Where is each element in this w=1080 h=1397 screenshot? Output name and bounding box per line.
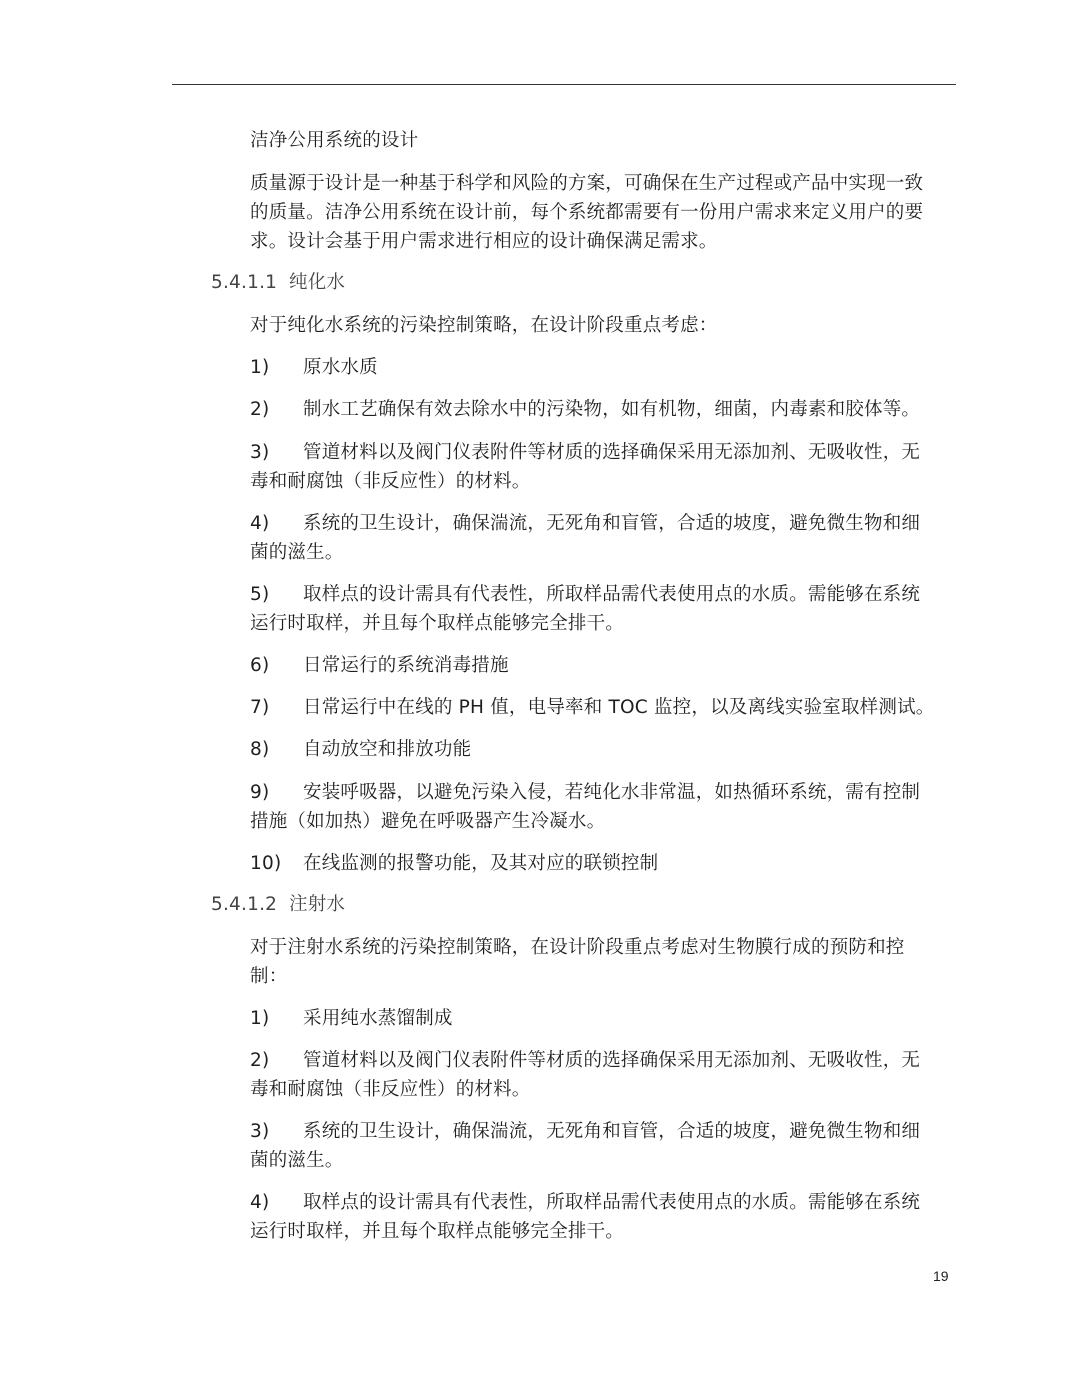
list-item-text: 安装呼吸器，以避免污染入侵，若纯化水非常温，如热循环系统，需有控制 (303, 782, 921, 803)
subsection-title: 纯化水 (289, 272, 346, 293)
list-item-text: 取样点的设计需具有代表性，所取样品需代表使用点的水质。需能够在系统 (303, 1192, 921, 1213)
list-item-text: 取样点的设计需具有代表性，所取样品需代表使用点的水质。需能够在系统 (303, 584, 921, 605)
subsection-number: 5.4.1.1 (211, 272, 278, 293)
list-item-number: 2) (250, 399, 270, 420)
list-item-number: 7) (250, 697, 270, 718)
list-item-number: 6) (250, 655, 270, 676)
lead-sentence-line-2: 制： (250, 966, 288, 987)
list-item-text: 在线监测的报警功能，及其对应的联锁控制 (303, 853, 659, 874)
list-item-continuation: 毒和耐腐蚀（非反应性）的材料。 (250, 1079, 531, 1100)
intro-line-1: 质量源于设计是一种基于科学和风险的方案，可确保在生产过程或产品中实现一致 (250, 173, 924, 194)
subsection-heading-water-for-injection (211, 890, 511, 919)
list-item-text: 日常运行的系统消毒措施 (303, 655, 509, 676)
section-title: 洁净公用系统的设计 (250, 130, 419, 151)
list-item-number: 9) (250, 782, 270, 803)
list-item-continuation: 运行时取样，并且每个取样点能够完全排干。 (250, 613, 625, 634)
list-item-text: 管道材料以及阀门仪表附件等材质的选择确保采用无添加剂、无吸收性，无 (303, 1050, 921, 1071)
subsection-number: 5.4.1.2 (211, 894, 278, 915)
list-item-number: 3) (250, 1121, 270, 1142)
list-item-number: 2) (250, 1050, 270, 1071)
list-item-text: 系统的卫生设计，确保湍流，无死角和盲管，合适的坡度，避免微生物和细 (303, 1121, 921, 1142)
list-item-text: 系统的卫生设计，确保湍流，无死角和盲管，合适的坡度，避免微生物和细 (303, 513, 921, 534)
list-item-number: 1) (250, 357, 270, 378)
list-item-text: 管道材料以及阀门仪表附件等材质的选择确保采用无添加剂、无吸收性，无 (303, 442, 921, 463)
list-item-continuation: 菌的滋生。 (250, 1150, 344, 1171)
list-item-text: 采用纯水蒸馏制成 (303, 1008, 453, 1029)
lead-sentence: 对于纯化水系统的污染控制策略，在设计阶段重点考虑： (250, 315, 718, 336)
list-item-text: 日常运行中在线的 PH 值，电导率和 TOC 监控，以及离线实验室取样测试。 (303, 697, 935, 718)
list-item-number: 10) (250, 853, 282, 874)
list-item-number: 4) (250, 1192, 270, 1213)
list-item-number: 4) (250, 513, 270, 534)
list-item-number: 5) (250, 584, 270, 605)
list-item-continuation: 措施（如加热）避免在呼吸器产生冷凝水。 (250, 811, 606, 832)
subsection-heading-purified-water (211, 268, 511, 297)
list-item-number: 1) (250, 1008, 270, 1029)
page-number: 19 (933, 1268, 949, 1284)
list-item-continuation: 毒和耐腐蚀（非反应性）的材料。 (250, 471, 531, 492)
intro-line-2: 的质量。洁净公用系统在设计前，每个系统都需要有一份用户需求来定义用户的要 (250, 202, 924, 223)
list-item-continuation: 运行时取样，并且每个取样点能够完全排干。 (250, 1221, 625, 1242)
list-item-text: 制水工艺确保有效去除水中的污染物，如有机物，细菌，内毒素和胶体等。 (303, 399, 921, 420)
lead-sentence-line-1: 对于注射水系统的污染控制策略，在设计阶段重点考虑对生物膜行成的预防和控 (250, 937, 905, 958)
list-item-number: 8) (250, 739, 270, 760)
list-item-number: 3) (250, 442, 270, 463)
subsection-title: 注射水 (289, 894, 346, 915)
list-item-text: 原水水质 (303, 357, 378, 378)
intro-line-3: 求。设计会基于用户需求进行相应的设计确保满足需求。 (250, 231, 718, 252)
list-item-continuation: 菌的滋生。 (250, 542, 344, 563)
header-rule (172, 84, 956, 85)
list-item-text: 自动放空和排放功能 (303, 739, 472, 760)
